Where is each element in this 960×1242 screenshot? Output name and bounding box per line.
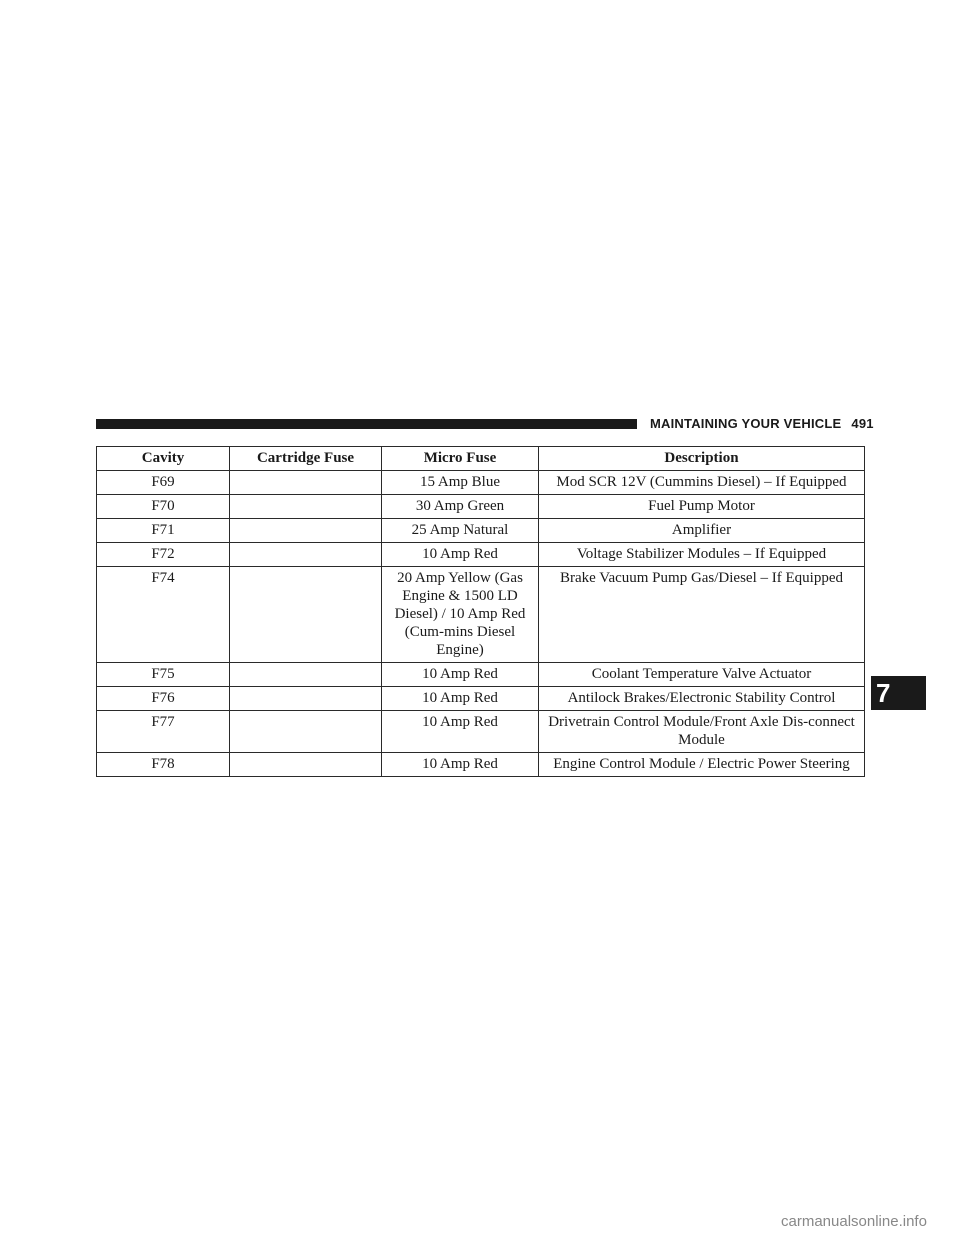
- cell-description: Amplifier: [539, 519, 865, 543]
- cell-micro-fuse: 10 Amp Red: [382, 687, 539, 711]
- cell-description: Drivetrain Control Module/Front Axle Dis-connect Module: [539, 711, 865, 753]
- column-header-cartridge-fuse: Cartridge Fuse: [230, 447, 382, 471]
- cell-cavity: F76: [97, 687, 230, 711]
- cell-micro-fuse: 25 Amp Natural: [382, 519, 539, 543]
- table-row: [97, 495, 865, 519]
- column-header-cavity: Cavity: [97, 447, 230, 471]
- cell-cartridge-fuse: [230, 543, 382, 567]
- cell-cartridge-fuse: [230, 663, 382, 687]
- cell-description: Voltage Stabilizer Modules – If Equipped: [539, 543, 865, 567]
- cell-cavity: F78: [97, 753, 230, 777]
- cell-cavity: F75: [97, 663, 230, 687]
- cell-description: Brake Vacuum Pump Gas/Diesel – If Equipped: [539, 567, 865, 663]
- cell-description: Coolant Temperature Valve Actuator: [539, 663, 865, 687]
- cell-description: Antilock Brakes/Electronic Stability Control: [539, 687, 865, 711]
- column-header-micro-fuse: Micro Fuse: [382, 447, 539, 471]
- table-row: [97, 519, 865, 543]
- cell-cavity: F71: [97, 519, 230, 543]
- table-row: [97, 687, 865, 711]
- cell-cavity: F69: [97, 471, 230, 495]
- table-row: [97, 543, 865, 567]
- table-row: [97, 663, 865, 687]
- table-header-row: [97, 447, 865, 471]
- cell-micro-fuse: 10 Amp Red: [382, 711, 539, 753]
- chapter-tab[interactable]: [871, 676, 926, 710]
- fuse-table-body: [97, 471, 865, 777]
- cell-micro-fuse: 15 Amp Blue: [382, 471, 539, 495]
- cell-description: Mod SCR 12V (Cummins Diesel) – If Equipped: [539, 471, 865, 495]
- page-number: 491: [851, 416, 874, 431]
- cell-cartridge-fuse: [230, 687, 382, 711]
- cell-cartridge-fuse: [230, 753, 382, 777]
- cell-micro-fuse: 30 Amp Green: [382, 495, 539, 519]
- cell-cartridge-fuse: [230, 495, 382, 519]
- column-header-description: Description: [539, 447, 865, 471]
- fuse-table: [96, 446, 865, 777]
- table-row: [97, 711, 865, 753]
- cell-cartridge-fuse: [230, 567, 382, 663]
- cell-micro-fuse: 10 Amp Red: [382, 753, 539, 777]
- watermark-footer: carmanualsonline.info: [781, 1213, 927, 1230]
- cell-cavity: F77: [97, 711, 230, 753]
- table-row: [97, 567, 865, 663]
- chapter-number: 7: [876, 677, 891, 708]
- table-row: [97, 753, 865, 777]
- cell-cavity: F74: [97, 567, 230, 663]
- cell-micro-fuse: 10 Amp Red: [382, 543, 539, 567]
- header-rule: [96, 419, 637, 429]
- cell-micro-fuse: 10 Amp Red: [382, 663, 539, 687]
- cell-cartridge-fuse: [230, 711, 382, 753]
- section-title: MAINTAINING YOUR VEHICLE: [650, 416, 842, 431]
- running-header: [650, 416, 874, 431]
- table-row: [97, 471, 865, 495]
- cell-cavity: F70: [97, 495, 230, 519]
- cell-description: Fuel Pump Motor: [539, 495, 865, 519]
- cell-cavity: F72: [97, 543, 230, 567]
- cell-cartridge-fuse: [230, 471, 382, 495]
- cell-micro-fuse: 20 Amp Yellow (Gas Engine & 1500 LD Diesel) / 10 Amp Red (Cum-mins Diesel Engine): [382, 567, 539, 663]
- cell-description: Engine Control Module / Electric Power Steering: [539, 753, 865, 777]
- cell-cartridge-fuse: [230, 519, 382, 543]
